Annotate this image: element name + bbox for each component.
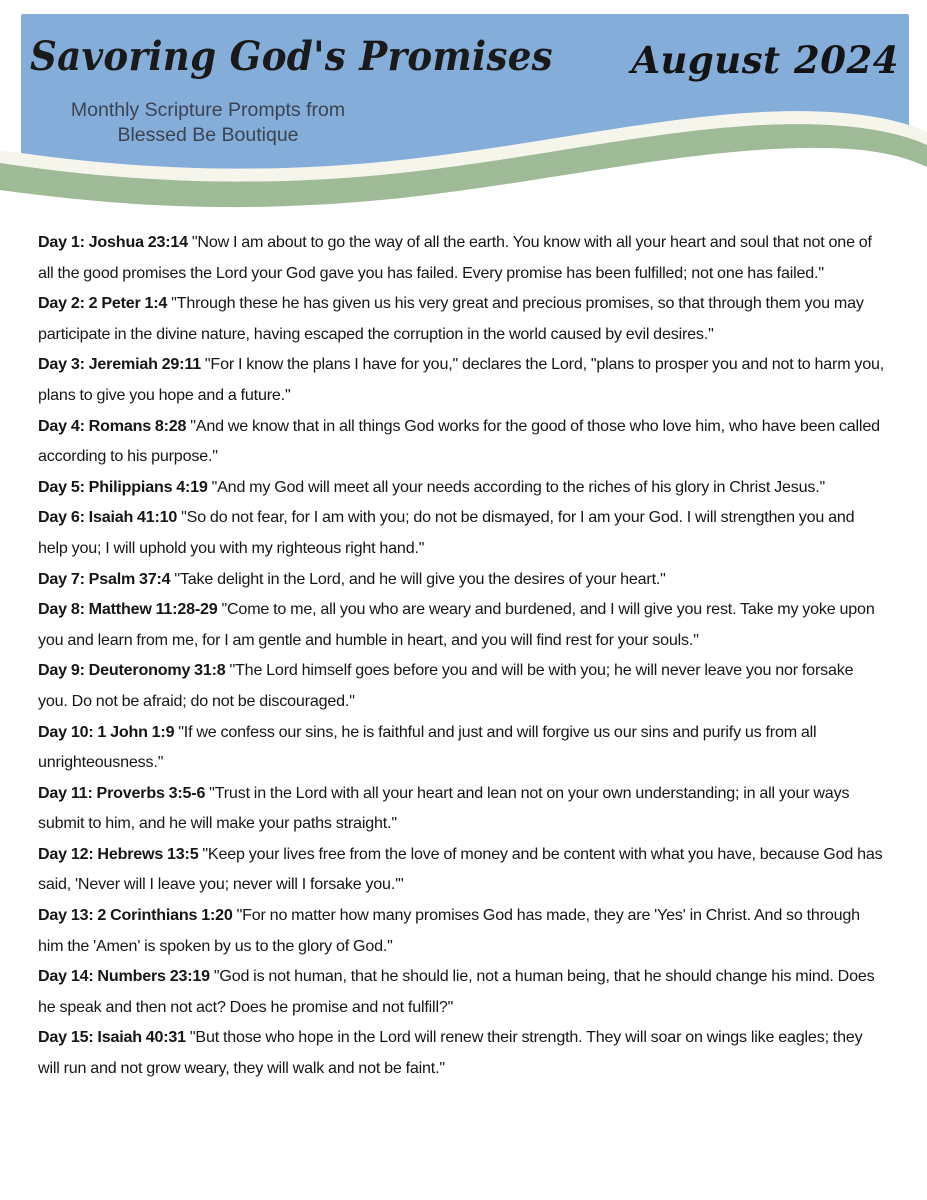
scripture-entry bbox=[38, 288, 886, 349]
scripture-quote: "Through these he has given us his very great and precious promises, so that through them you may participate in the divine nature, having escaped the corruption in the world caused by evil desires." bbox=[38, 294, 864, 343]
scripture-reference: Day 3: Jeremiah 29:11 bbox=[38, 355, 201, 374]
header-text-layer bbox=[0, 0, 927, 232]
scripture-reference: Day 2: 2 Peter 1:4 bbox=[38, 294, 168, 313]
scripture-reference: Day 6: Isaiah 41:10 bbox=[38, 508, 178, 527]
scripture-reference: Day 13: 2 Corinthians 1:20 bbox=[38, 906, 233, 925]
scripture-quote: "For I know the plans I have for you," declares the Lord, "plans to prosper you and not to harm you, plans to give you hope and a future." bbox=[38, 355, 885, 404]
scripture-entry bbox=[38, 594, 886, 655]
scripture-quote: "Take delight in the Lord, and he will give you the desires of your heart." bbox=[170, 569, 666, 588]
scripture-entry bbox=[38, 839, 886, 900]
scripture-entry bbox=[38, 900, 886, 961]
scripture-quote: "So do not fear, for I am with you; do not be dismayed, for I am your God. I will strengthen you and help you; I will uphold you with my righteous right hand." bbox=[38, 508, 855, 557]
scripture-quote: "God is not human, that he should lie, not a human being, that he should change his mind. Does he speak and then not act? Does he promise and not fulfill?" bbox=[38, 967, 875, 1016]
scripture-reference: Day 5: Philippians 4:19 bbox=[38, 477, 208, 496]
scripture-reference: Day 15: Isaiah 40:31 bbox=[38, 1028, 186, 1047]
scripture-entry bbox=[38, 472, 886, 503]
scripture-quote: "Now I am about to go the way of all the earth. You know with all your heart and soul that not one of all the good promises the Lord your God gave you has failed. Every promise has been fulfilled; not one has failed." bbox=[38, 233, 872, 282]
scripture-quote: "For no matter how many promises God has made, they are 'Yes' in Christ. And so through him the 'Amen' is spoken by us to the glory of God." bbox=[38, 906, 860, 955]
scripture-entry bbox=[38, 655, 886, 716]
scripture-entry-list bbox=[38, 227, 886, 1084]
scripture-entry bbox=[38, 227, 886, 288]
scripture-reference: Day 11: Proverbs 3:5-6 bbox=[38, 783, 206, 802]
header-banner bbox=[0, 0, 927, 232]
subtitle-line-2: Blessed Be Boutique bbox=[117, 124, 299, 146]
header-subtitle bbox=[28, 98, 388, 148]
scripture-reference: Day 8: Matthew 11:28-29 bbox=[38, 600, 218, 619]
scripture-reference: Day 7: Psalm 37:4 bbox=[38, 569, 171, 588]
issue-date: August 2024 bbox=[631, 38, 899, 82]
scripture-reference: Day 10: 1 John 1:9 bbox=[38, 722, 175, 741]
scripture-quote: "And we know that in all things God works for the good of those who love him, who have been called according to his purpose." bbox=[38, 416, 880, 466]
scripture-quote: "Keep your lives free from the love of money and be content with what you have, because God has said, 'Never will I leave you; never will I forsake you.'" bbox=[38, 844, 883, 894]
scripture-quote: "Trust in the Lord with all your heart and lean not on your own understanding; in all your ways submit to him, and he will make your paths straight." bbox=[38, 783, 850, 833]
subtitle-line-1: Monthly Scripture Prompts from bbox=[70, 99, 346, 121]
scripture-entry bbox=[38, 961, 886, 1022]
scripture-entry bbox=[38, 778, 886, 839]
scripture-entry bbox=[38, 349, 886, 410]
page-title: Savoring God's Promises bbox=[30, 33, 553, 80]
scripture-quote: "The Lord himself goes before you and will be with you; he will never leave you nor forsake you. Do not be afraid; do not be discouraged." bbox=[38, 661, 854, 710]
scripture-entry bbox=[38, 411, 886, 472]
scripture-quote: "Come to me, all you who are weary and burdened, and I will give you rest. Take my yoke upon you and learn from me, for I am gentle and humble in heart, and you will find rest for your souls." bbox=[38, 600, 875, 649]
scripture-reference: Day 14: Numbers 23:19 bbox=[38, 967, 210, 986]
scripture-quote: "If we confess our sins, he is faithful and just and will forgive us our sins and purify us from all unrighteousness." bbox=[38, 722, 817, 772]
scripture-quote: "But those who hope in the Lord will renew their strength. They will soar on wings like eagles; they will run and not grow weary, they will walk and not be faint." bbox=[38, 1028, 863, 1078]
scripture-entry bbox=[38, 717, 886, 778]
scripture-reference: Day 12: Hebrews 13:5 bbox=[38, 844, 199, 863]
scripture-entry bbox=[38, 564, 886, 595]
scripture-reference: Day 1: Joshua 23:14 bbox=[38, 233, 188, 251]
scripture-entry bbox=[38, 502, 886, 563]
scripture-quote: "And my God will meet all your needs according to the riches of his glory in Christ Jesus." bbox=[207, 477, 826, 496]
scripture-entry bbox=[38, 1022, 886, 1083]
scripture-reference: Day 4: Romans 8:28 bbox=[38, 416, 187, 435]
scripture-reference: Day 9: Deuteronomy 31:8 bbox=[38, 661, 226, 680]
